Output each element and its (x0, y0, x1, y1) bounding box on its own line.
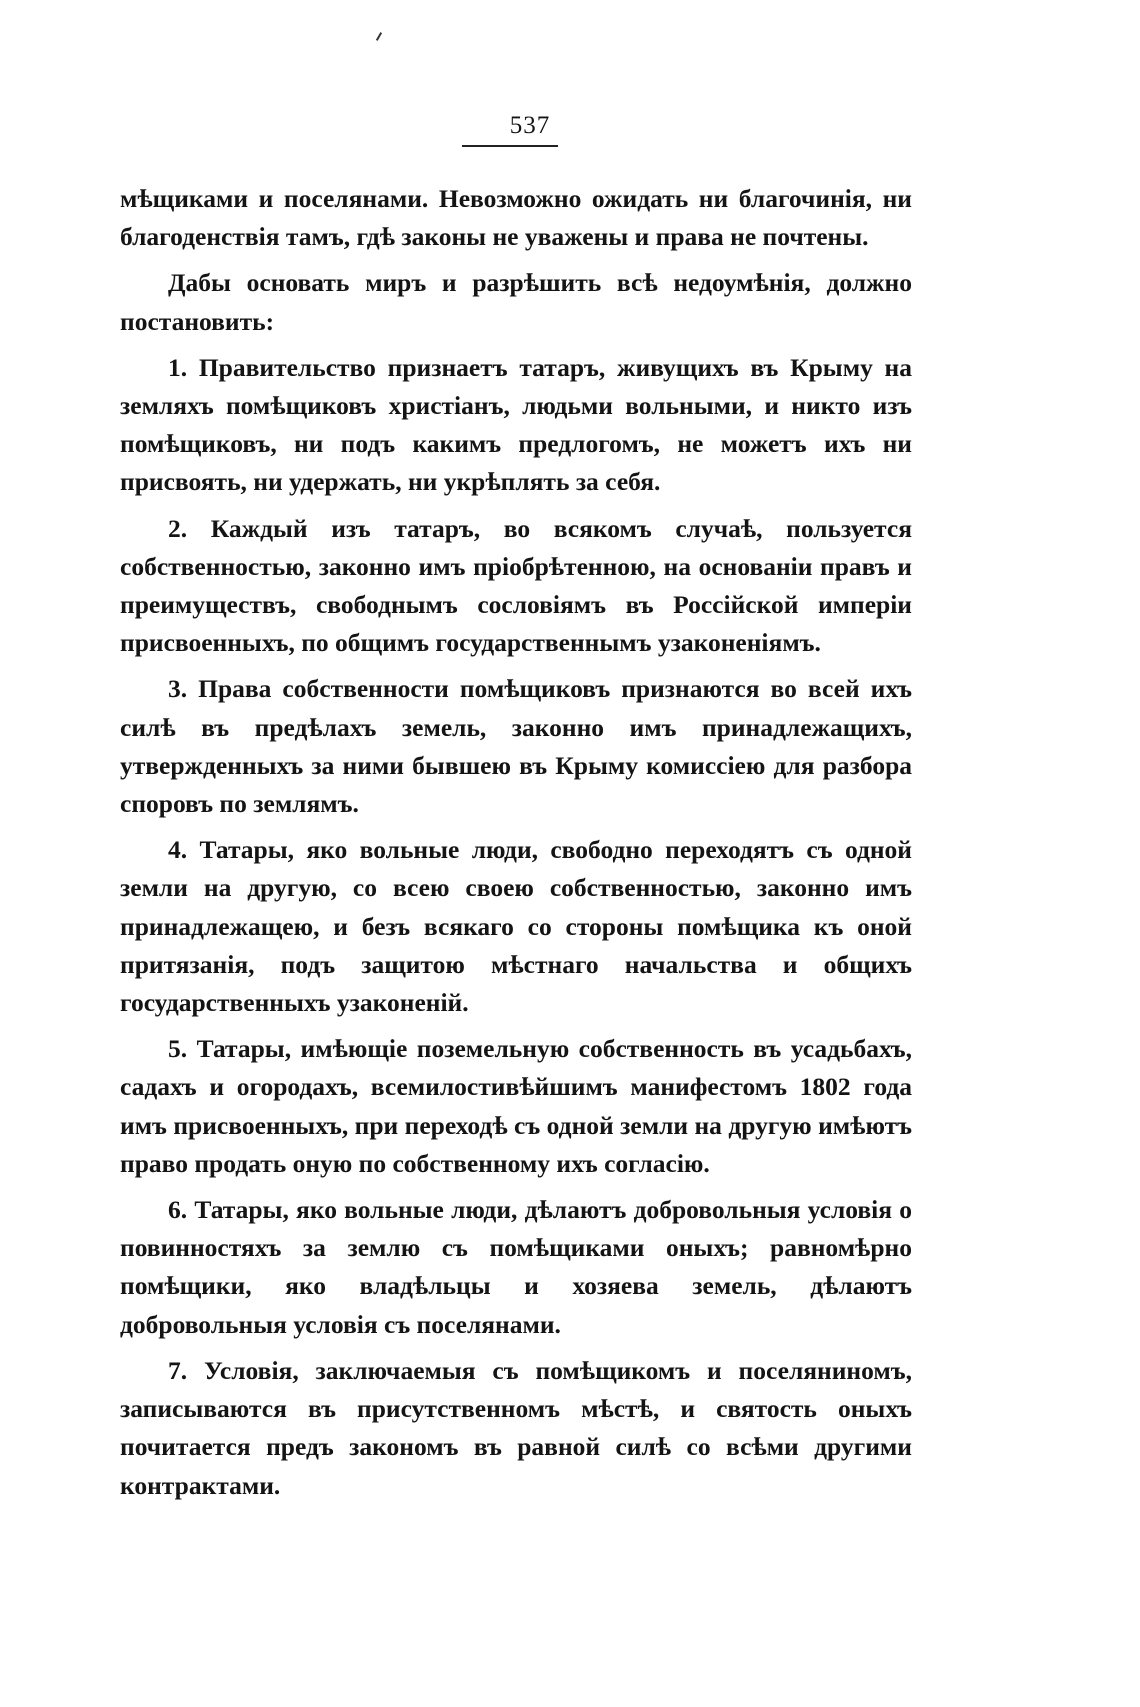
paragraph-item-5: 5. Татары, имѣющіе поземельную собственность въ усадьбахъ, садахъ и огородахъ, всемилостивѣйшимъ манифестомъ 1802 года имъ присвоенныхъ, при переходѣ съ одной земли на другую имѣютъ право продать оную по собственному ихъ согласію. (120, 1034, 912, 1178)
paragraph-item-4: 4. Татары, яко вольные люди, свободно переходятъ съ одной земли на другую, со всею своею собственностью, законно имъ принадлежащею, и безъ всякаго со стороны помѣщика къ оной притязанія, подъ защитою мѣстнаго начальства и общихъ государственныхъ узаконеній. (120, 835, 912, 1018)
paragraph-item-7: 7. Условія, заключаемыя съ помѣщикомъ и поселяниномъ, записываются въ присутственномъ мѣстѣ, и святость оныхъ почитается предъ закономъ въ равной силѣ со всѣми другими контрактами. (120, 1355, 912, 1500)
paragraph-item-6: 6. Татары, яко вольные люди, дѣлаютъ добровольныя условія о повинностяхъ за землю съ помѣщиками оныхъ; равномѣрно помѣщики, яко владѣльцы и хозяева земель, дѣлаютъ добровольныя условія съ поселянами. (120, 1195, 912, 1339)
stray-ink-mark (376, 32, 382, 41)
page-number: 537 (509, 112, 551, 139)
paragraph-item-3: 3. Права собственности помѣщиковъ признаются во всей ихъ силѣ въ предѣлахъ земель, законно имъ принадлежащихъ, утвержденныхъ за ними бывшею въ Крыму комиссіею для разбора споровъ по землямъ. (120, 674, 912, 819)
paragraph-item-2: 2. Каждый изъ татаръ, во всякомъ случаѣ, пользуется собственностью, законно имъ пріобрѣтенною, на основаніи правъ и преимуществъ, свободнымъ сословіямъ въ Россійской имперіи присвоенныхъ, по общимъ государственнымъ узаконеніямъ. (120, 513, 912, 658)
page-number-rule (462, 145, 558, 147)
paragraph-item-1: 1. Правительство признаетъ татаръ, живущихъ въ Крыму на земляхъ помѣщиковъ христіанъ, людьми вольными, и никто изъ помѣщиковъ, ни подъ какимъ предлогомъ, не можетъ ихъ ни присвоять, ни удержать, ни укрѣплять за себя. (120, 352, 912, 497)
paragraph-continuation: мѣщиками и поселянами. Невозможно ожидать ни благочинія, ни благоденствія тамъ, гдѣ законы не уважены и права не почтены. (120, 184, 912, 252)
body-text (120, 180, 912, 1513)
paragraph-intro: Дабы основать миръ и разрѣшить всѣ недоумѣнія, должно постановить: (120, 268, 912, 336)
